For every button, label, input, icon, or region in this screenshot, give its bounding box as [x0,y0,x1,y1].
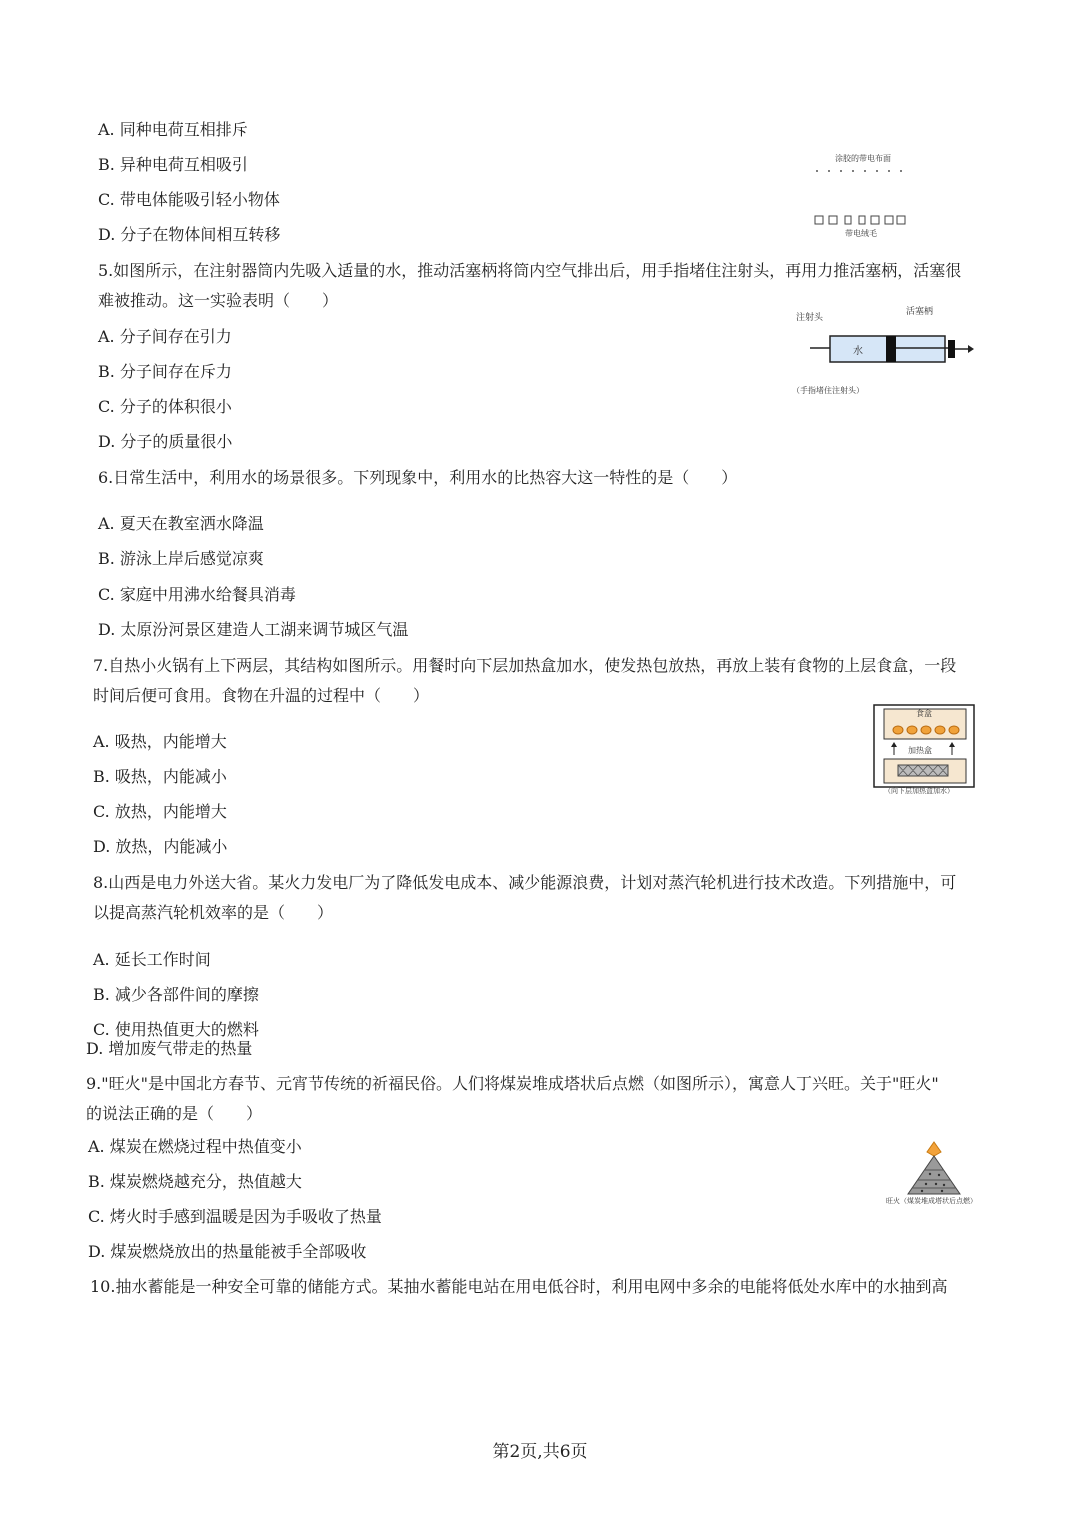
q9-stem-line2: 的说法正确的是（ ） [86,1104,263,1123]
q9-figure-caption: 旺火（煤炭堆成塔状后点燃） [886,1197,977,1205]
q4-figure-bottom-label: 带电绒毛 [845,229,877,238]
q8-option-a: A. 延长工作时间 [93,950,211,969]
q7-figure-caption: （向下层加热盒加水） [884,787,954,795]
q8-stem-line2: 以提高蒸汽轮机效率的是（ ） [93,903,334,922]
q9-option-c: C. 烤火时手感到温暖是因为手吸收了热量 [88,1207,382,1226]
charged-fabric-drawing [805,150,915,240]
q7-label-heating-box: 加热盒 [908,746,932,755]
q6-option-c: C. 家庭中用沸水给餐具消毒 [98,585,296,604]
q5-label-nozzle: 注射头 [796,313,824,323]
q7-label-food-box: 食盒 [916,709,932,718]
q5-figure-caption: （手指堵住注射头） [792,386,864,395]
q5-option-b: B. 分子间存在斥力 [98,362,232,381]
q6-option-d: D. 太原汾河景区建造人工湖来调节城区气温 [98,620,409,639]
q4-figure-top-label: 涂胶的带电布面 [835,154,891,163]
q9-option-d: D. 煤炭燃烧放出的热量能被手全部吸收 [88,1242,367,1261]
q6-option-a: A. 夏天在教室洒水降温 [98,514,264,533]
q5-label-plunger: 活塞柄 [906,307,934,317]
q7-option-b: B. 吸热，内能减小 [93,767,227,786]
q4-option-d: D. 分子在物体间相互转移 [98,225,281,244]
q8-option-b: B. 减少各部件间的摩擦 [93,985,259,1004]
q8-stem-line1: 8.山西是电力外送大省。某火力发电厂为了降低发电成本、减少能源浪费，计划对蒸汽轮机进行技术改造。下列措施中，可 [93,873,957,892]
q9-option-a: A. 煤炭在燃烧过程中热值变小 [88,1137,302,1156]
q4-option-a: A. 同种电荷互相排斥 [98,120,248,139]
q7-option-d: D. 放热，内能减小 [93,837,228,856]
q4-option-b: B. 异种电荷互相吸引 [98,155,248,174]
q10-stem-line1: 10.抽水蓄能是一种安全可靠的储能方式。某抽水蓄能电站在用电低谷时，利用电网中多余的电能将低处水库中的水抽到高 [90,1277,948,1296]
page-footer: 第2页,共6页 [492,1442,588,1462]
q5-option-c: C. 分子的体积很小 [98,397,232,416]
q5-stem-line2: 难被推动。这一实验表明（ ） [98,291,339,310]
q7-option-a: A. 吸热，内能增大 [93,732,227,751]
q5-option-a: A. 分子间存在引力 [98,327,232,346]
q4-figure [805,150,915,240]
q8-option-d: D. 增加废气带走的热量 [86,1039,253,1058]
q9-figure [884,1140,984,1206]
q5-stem-line1: 5.如图所示，在注射器筒内先吸入适量的水，推动活塞柄将筒内空气排出后，用手指堵住注射头，再用力推活塞柄，活塞很 [98,261,962,280]
q8-option-c: C. 使用热值更大的燃料 [93,1020,259,1039]
q7-stem-line2: 时间后便可食用。食物在升温的过程中（ ） [93,686,430,705]
q6-option-b: B. 游泳上岸后感觉凉爽 [98,549,264,568]
q7-figure [872,703,976,795]
q9-option-b: B. 煤炭燃烧越充分，热值越大 [88,1172,302,1191]
q7-option-c: C. 放热，内能增大 [93,802,227,821]
q5-label-water: 水 [853,346,863,357]
q9-stem-line1: 9."旺火"是中国北方春节、元宵节传统的祈福民俗。人们将煤炭堆成塔状后点燃（如图所示），寓意人丁兴旺。关于"旺火" [86,1074,939,1093]
coal-pyramid-drawing [884,1140,984,1200]
q6-stem: 6.日常生活中，利用水的场景很多。下列现象中，利用水的比热容大这一特性的是（ ） [98,468,738,487]
q5-option-d: D. 分子的质量很小 [98,432,233,451]
q7-stem-line1: 7.自热小火锅有上下两层，其结构如图所示。用餐时向下层加热盒加水，使发热包放热，再放上装有食物的上层食盒，一段 [93,656,957,675]
q5-figure [790,302,990,402]
q4-option-c: C. 带电体能吸引轻小物体 [98,190,280,209]
